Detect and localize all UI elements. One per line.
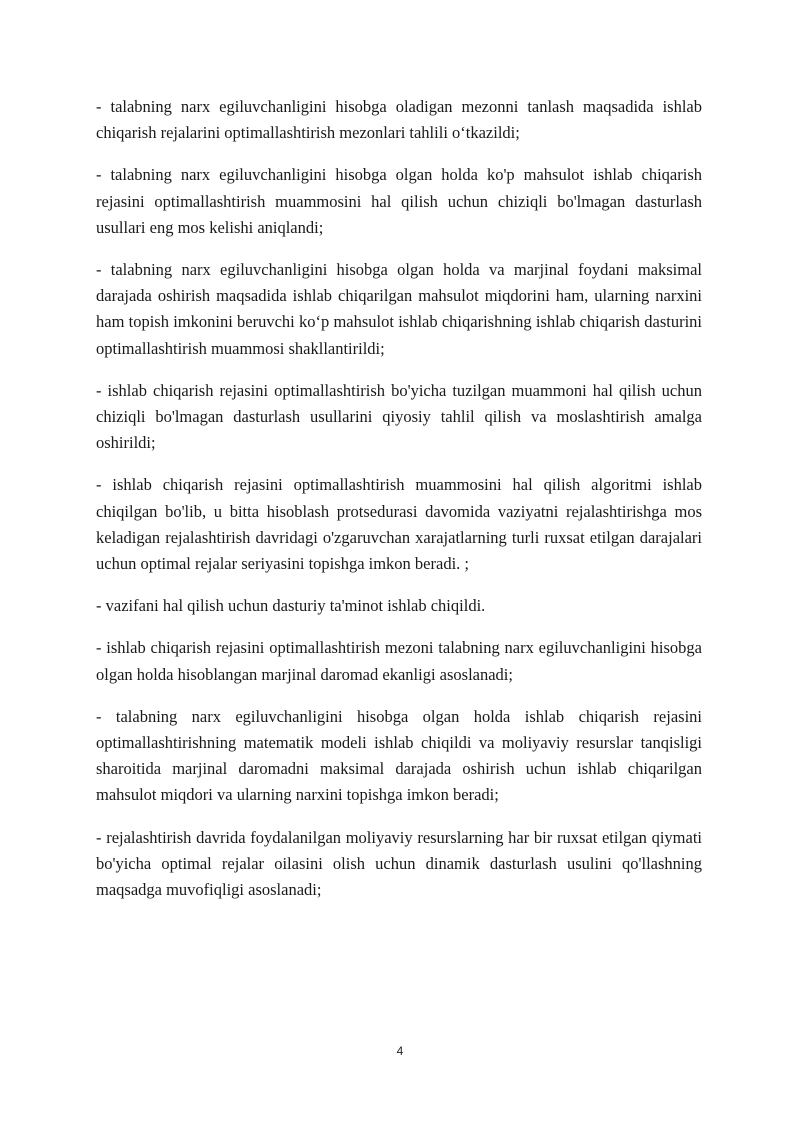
paragraph-4: - ishlab chiqarish rejasini optimallashtirish bo'yicha tuzilgan muammoni hal qilish uchun chiziqli bo'lmagan dasturlash usullarini qiyosiy tahlil qilish va moslashtirish amalga oshirildi; bbox=[96, 380, 702, 453]
paragraph-5: - ishlab chiqarish rejasini optimallashtirish muammosini hal qilish algoritmi ishlab chiqilgan bo'lib, u bitta hisoblash protsedurasi davomida vaziyatni rejalashtirishga mos keladigan rejalashtirish davridagi o'zgaruvchan xarajatlarning turli ruxsat etilgan darajalari uchun optimal rejalar seriyasini topishga imkon beradi. ; bbox=[96, 475, 702, 574]
paragraph-2: - talabning narx egiluvchanligini hisobga olgan holda ko'p mahsulot ishlab chiqarish rejasini optimallashtirish muammosini hal qilish uchun chiziqli bo'lmagan dasturlash usullari eng mos kelishi aniqlandi; bbox=[96, 165, 702, 237]
paragraph-8: - talabning narx egiluvchanligini hisobga olgan holda ishlab chiqarish rejasini optimallashtirishning matematik modeli ishlab chiqildi va moliyaviy resurslar tanqisligi sharoitida marjinal daromadni maksimal darajada oshirish uchun ishlab chiqarilgan mahsulot miqdori va ularning narxini topishga imkon beradi; bbox=[96, 706, 702, 805]
paragraph-7: - ishlab chiqarish rejasini optimallashtirish mezoni talabning narx egiluvchanligini hisobga olgan holda hisoblangan marjinal daromad ekanligi asoslanadi; bbox=[96, 638, 702, 684]
paragraph-3: - talabning narx egiluvchanligini hisobga olgan holda va marjinal foydani maksimal darajada oshirish maqsadida ishlab chiqarilgan mahsulot miqdorini ham, ularning narxini ham topish imkonini beruvchi ko‘p mahsulot ishlab chiqarishning ishlab chiqarish dasturini optimallashtirish muammosi shakllantirildi; bbox=[96, 260, 702, 358]
paragraph-9: - rejalashtirish davrida foydalanilgan moliyaviy resurslarning har bir ruxsat etilgan qiymati bo'yicha optimal rejalar oilasini olish uchun dinamik dasturlash usulini qo'llashning maqsadga muvofiqligi asoslanadi; bbox=[96, 827, 702, 900]
paragraph-1: - talabning narx egiluvchanligini hisobga oladigan mezonni tanlash maqsadida ishlab chiqarish rejalarini optimallashtirish mezonlari tahlili o‘tkazildi; bbox=[96, 97, 702, 143]
document-page bbox=[96, 94, 702, 919]
paragraph-6: - vazifani hal qilish uchun dasturiy ta'minot ishlab chiqildi. bbox=[96, 596, 486, 616]
page-number: 4 bbox=[396, 1044, 404, 1058]
